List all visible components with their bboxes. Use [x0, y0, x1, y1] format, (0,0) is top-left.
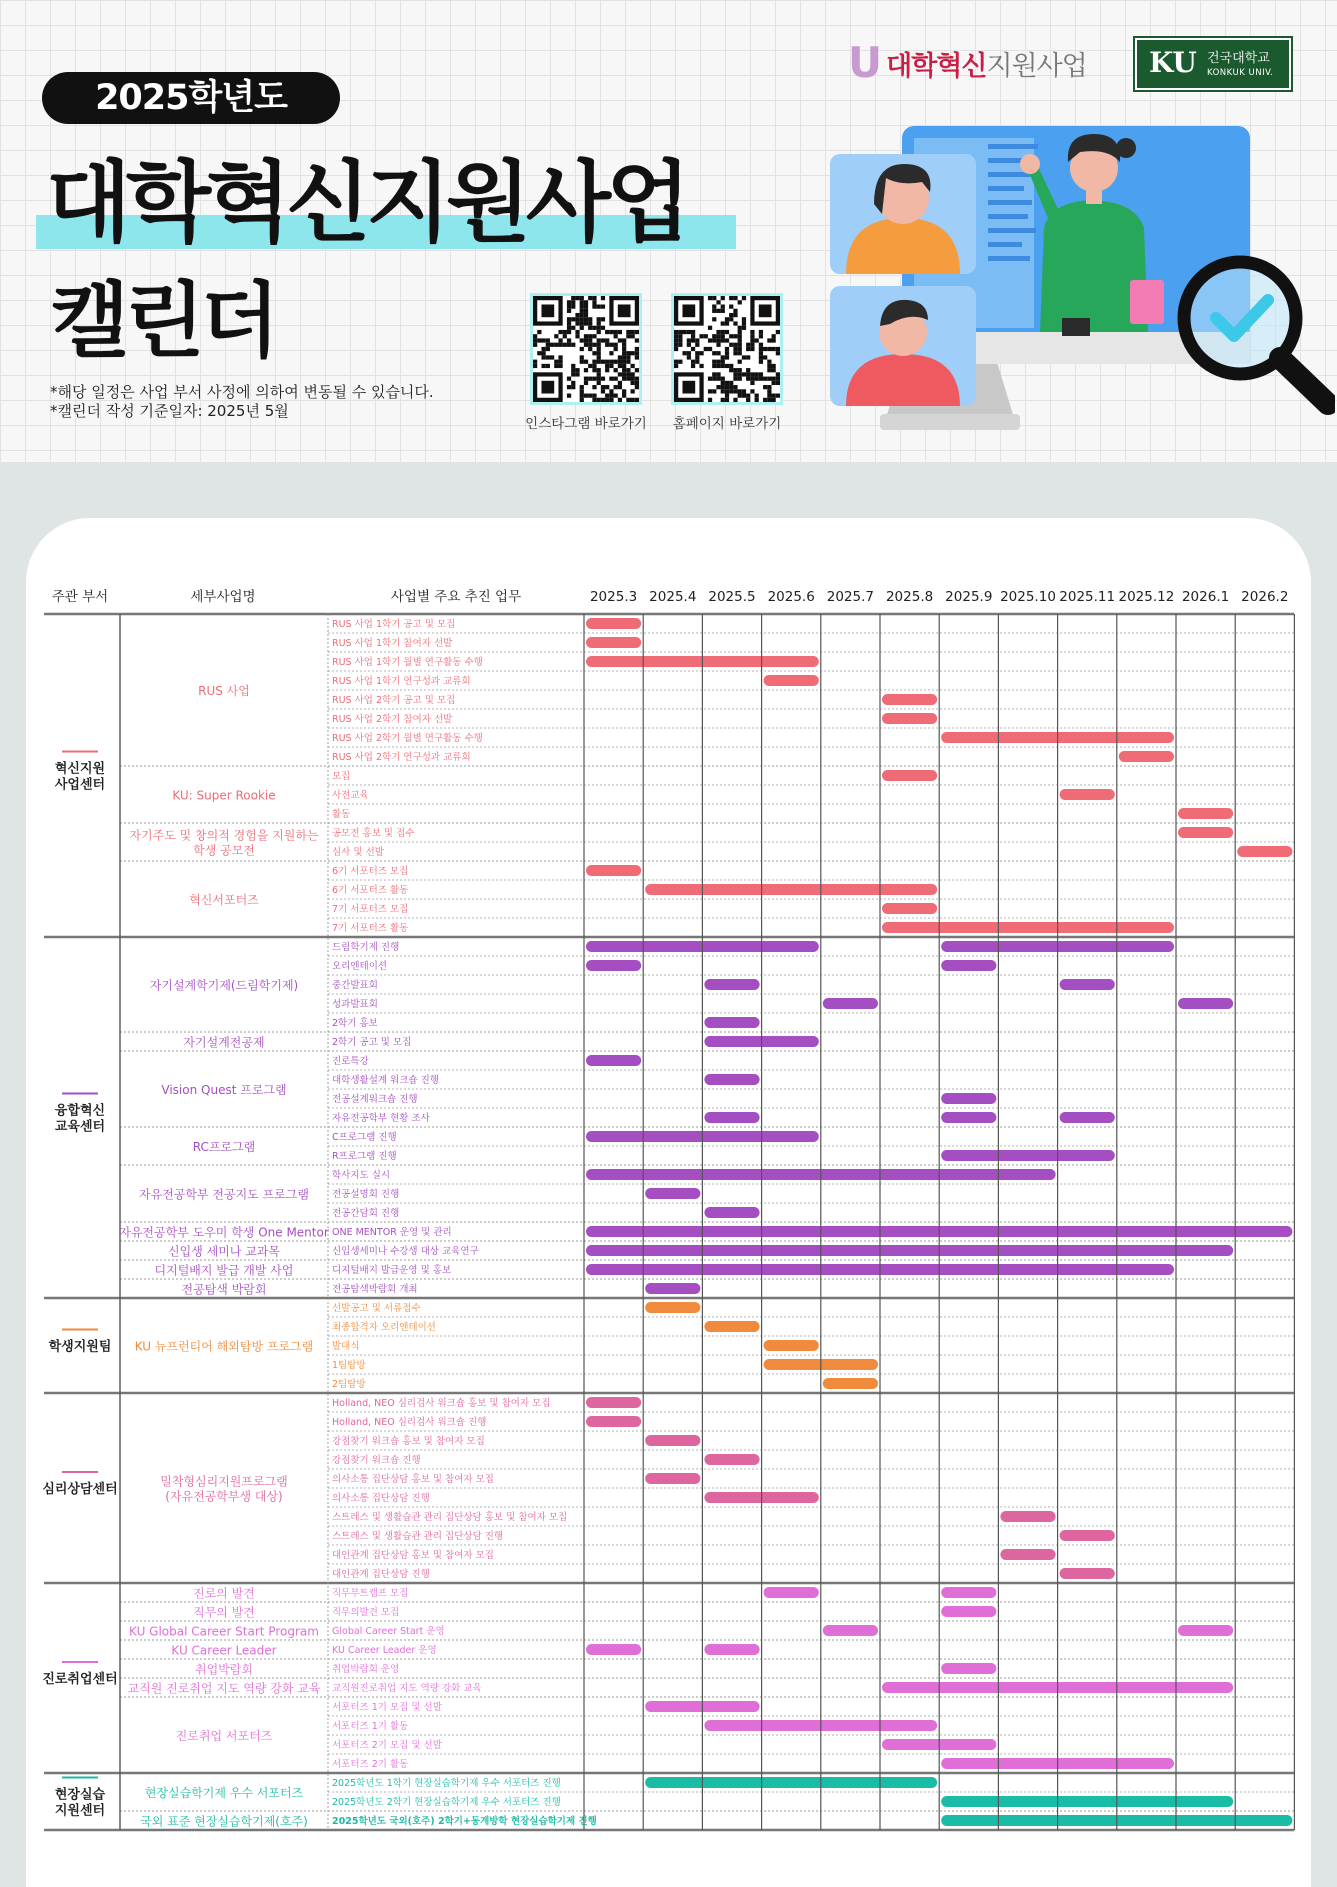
task-label: 활동: [332, 809, 351, 820]
schedule-bar: [941, 960, 996, 971]
task-label: 심사 및 선발: [332, 847, 384, 858]
task-label: 스트레스 및 생활습관 관리 집단상담 진행: [332, 1531, 504, 1542]
homepage-link-label[interactable]: 홈페이지 바로가기: [672, 416, 782, 432]
month-column-header: 2026.1: [1181, 589, 1230, 605]
task-label: Global Career Start 운영: [332, 1626, 445, 1637]
task-label: 2학기 공고 및 모집: [332, 1037, 412, 1048]
schedule-bar: [941, 1112, 996, 1123]
dept-label: 융합혁신: [54, 1103, 106, 1119]
task-label: RUS 사업 1학기 참여자 선발: [332, 638, 453, 649]
task-label: 서포터즈 2기 활동: [332, 1759, 409, 1770]
schedule-bar: [1060, 1112, 1115, 1123]
task-label: RUS 사업 2학기 참여자 선발: [332, 714, 453, 725]
task-label: 전공탐색박람회 개최: [332, 1284, 418, 1295]
schedule-bar: [941, 1606, 996, 1617]
task-label: 발대식: [332, 1341, 360, 1352]
schedule-bar: [586, 1416, 641, 1427]
schedule-bar: [704, 1017, 759, 1028]
task-label: 직무의발견 모집: [332, 1607, 400, 1618]
program-label: 자기주도 및 창의적 경험을 지원하는: [129, 828, 319, 843]
schedule-bar: [704, 1207, 759, 1218]
task-label: 대학생활설계 워크숍 진행: [332, 1075, 439, 1086]
task-label: 2025학년도 2학기 현장실습학기제 우수 서포터즈 진행: [332, 1797, 561, 1808]
task-label: 성과발표회: [332, 999, 378, 1010]
year-badge: 2025학년도: [42, 72, 340, 124]
schedule-bar: [586, 1055, 641, 1066]
task-label: 대인관계 집단상담 진행: [332, 1569, 430, 1580]
schedule-bar: [704, 1454, 759, 1465]
hero-banner: [0, 0, 1337, 462]
task-label: 신입생세미나 수강생 대상 교육연구: [332, 1246, 479, 1257]
dept-label: 심리상담센터: [42, 1482, 118, 1497]
instagram-qr-code[interactable]: [530, 293, 642, 405]
schedule-bar: [645, 1283, 700, 1294]
schedule-bar: [882, 903, 937, 914]
task-label: 1팀탐방: [332, 1360, 366, 1371]
task-label: 대인관계 집단상담 홍보 및 참여자 모집: [332, 1550, 494, 1561]
task-label: 7기 서포터즈 활동: [332, 923, 409, 934]
task-label: KU Career Leader 운영: [332, 1645, 437, 1656]
dept-label: 학생지원팀: [48, 1339, 112, 1355]
task-label: RUS 사업 2학기 월별 연구활동 수행: [332, 733, 483, 744]
task-label: 중간발표회: [332, 980, 378, 991]
dept-label: 현장실습: [54, 1787, 106, 1803]
task-label: 모집: [332, 771, 351, 782]
month-column-header: 2025.6: [767, 589, 815, 605]
schedule-bar: [704, 1074, 759, 1085]
task-label: 자유전공학부 현황 조사: [332, 1113, 430, 1124]
month-column-header: 2025.9: [945, 589, 993, 605]
schedule-bar: [586, 1245, 1233, 1256]
task-label: RUS 사업 1학기 연구성과 교류회: [332, 676, 471, 687]
program-label: KU 뉴프런티어 해외탐방 프로그램: [134, 1339, 314, 1354]
month-column-header: 2025.11: [1059, 589, 1116, 605]
schedule-bar: [1000, 1511, 1055, 1522]
schedule-bar: [704, 1644, 759, 1655]
task-label: 스트레스 및 생활습관 관리 집단상담 홍보 및 참여자 모집: [332, 1512, 568, 1523]
schedule-bar: [704, 1112, 759, 1123]
month-column-header: 2025.4: [649, 589, 697, 605]
program-label: 국외 표준 현장실습학기제(호주): [140, 1814, 308, 1829]
schedule-bar: [586, 1397, 641, 1408]
schedule-bar: [704, 979, 759, 990]
program-label: 자유전공학부 도우미 학생 One Mentor: [119, 1225, 329, 1240]
month-column-header: 2025.5: [708, 589, 756, 605]
program-label: 진로취업 서포터즈: [175, 1729, 273, 1743]
task-label: 최종합격자 오리엔테이션: [332, 1322, 436, 1333]
program-label: 디지털배지 발급 개발 사업: [154, 1263, 294, 1278]
task-label: RUS 사업 2학기 연구성과 교류회: [332, 752, 471, 763]
month-column-header: 2026.2: [1241, 589, 1289, 605]
task-label: 2학기 홍보: [332, 1018, 378, 1029]
task-label: 서포터즈 2기 모집 및 선발: [332, 1740, 442, 1751]
task-label: 7기 서포터즈 모집: [332, 904, 409, 915]
program-label: 자기설계전공제: [183, 1035, 265, 1050]
program-label: 취업박람회: [195, 1662, 253, 1677]
schedule-bar: [586, 618, 641, 629]
task-label: 서포터즈 1기 활동: [332, 1721, 409, 1732]
schedule-bar: [645, 1777, 937, 1788]
schedule-bar: [645, 1473, 700, 1484]
task-label: 오리엔테이션: [332, 961, 388, 972]
program-label: KU Global Career Start Program: [129, 1624, 319, 1639]
program-label: KU: Super Rookie: [172, 788, 276, 803]
schedule-bar: [823, 1625, 878, 1636]
schedule-bar: [882, 694, 937, 705]
schedule-bar: [823, 998, 878, 1009]
schedule-bar: [586, 865, 641, 876]
program-label: 혁신서포터즈: [189, 893, 259, 907]
schedule-bar: [941, 1150, 1115, 1161]
task-label: Holland, NEO 심리검사 워크숍 진행: [332, 1417, 487, 1428]
schedule-bar: [882, 922, 1174, 933]
schedule-bar: [645, 884, 937, 895]
program-label: 진로의 발견: [193, 1586, 255, 1601]
task-label: 2팀탐방: [332, 1379, 366, 1390]
task-label: R프로그램 진행: [332, 1151, 397, 1162]
schedule-bar: [882, 713, 937, 724]
program-label: 교직원 진로취업 지도 역량 강화 교육: [127, 1681, 321, 1696]
task-label: 2025학년도 국외(호주) 2학기+동계방학 현장실습학기제 진행: [332, 1816, 597, 1827]
schedule-bar: [586, 637, 641, 648]
program-logo-text: 대학혁신: [886, 50, 987, 82]
dept-label: 교육센터: [54, 1119, 106, 1135]
task-label: 전공설계워크숍 진행: [332, 1094, 418, 1105]
program-label: Vision Quest 프로그램: [161, 1083, 287, 1097]
schedule-bar: [645, 1435, 700, 1446]
schedule-bar: [586, 960, 641, 971]
schedule-bar: [1060, 979, 1115, 990]
page-title: 대학혁신지원사업: [46, 151, 687, 254]
schedule-bar: [1237, 846, 1292, 857]
program-label: 현장실습학기제 우수 서포터즈: [144, 1786, 304, 1800]
schedule-bar: [1060, 1568, 1115, 1579]
month-column-header: 2025.10: [1000, 589, 1056, 605]
task-label: 취업박람회 운영: [332, 1664, 400, 1675]
homepage-qr-code[interactable]: [671, 293, 783, 405]
program-label: 신입생 세미나 교과목: [168, 1244, 280, 1259]
program-label: 자기설계학기제(드림학기제): [149, 978, 299, 993]
task-label: 선발공고 및 서류접수: [332, 1303, 421, 1314]
qr-code-image: [674, 296, 780, 402]
task-label: 학사지도 실시: [332, 1170, 391, 1181]
schedule-bar: [1178, 808, 1233, 819]
task-label: 디지털배지 발급운영 및 홍보: [332, 1265, 452, 1276]
month-column-header: 2025.3: [589, 589, 638, 605]
task-label: RUS 사업 1학기 월별 연구활동 수행: [332, 657, 483, 668]
schedule-bar: [941, 1663, 996, 1674]
program-logo: [848, 40, 1087, 86]
schedule-bar: [941, 1587, 996, 1598]
schedule-bar: [1060, 1530, 1115, 1541]
university-logo: [1133, 36, 1293, 92]
month-column-header: 2025.7: [826, 589, 875, 605]
schedule-bar: [586, 1644, 641, 1655]
task-label: 6기 서포터즈 활동: [332, 885, 409, 896]
schedule-bar: [764, 675, 819, 686]
schedule-bar: [645, 1188, 700, 1199]
dept-column-header: 주관 부서: [51, 589, 109, 605]
month-column-header: 2025.8: [885, 589, 934, 605]
task-label: 전공설명회 진행: [332, 1189, 400, 1200]
program-label: 학생 공모전: [193, 843, 255, 858]
task-label: 강점찾기 워크숍 진행: [332, 1455, 421, 1466]
dept-label: 사업센터: [54, 777, 106, 793]
program-label: (자유전공학부생 대상): [165, 1489, 283, 1504]
task-label: 6기 서포터즈 모집: [332, 866, 409, 877]
schedule-bar: [704, 1321, 759, 1332]
qr-code-image: [533, 296, 639, 402]
schedule-bar: [764, 1587, 819, 1598]
schedule-bar: [645, 1302, 700, 1313]
program-label: RUS 사업: [198, 684, 250, 698]
program-label: RC프로그램: [192, 1140, 256, 1154]
schedule-bar: [882, 770, 937, 781]
task-column-header: 사업별 주요 추진 업무: [390, 589, 522, 605]
schedule-bar: [823, 1378, 878, 1389]
video-call-illustration: [830, 118, 1335, 438]
task-label: ONE MENTOR 운영 및 관리: [332, 1227, 452, 1238]
task-label: 공모전 홍보 및 접수: [332, 828, 415, 839]
task-label: 전공간담회 진행: [332, 1208, 400, 1219]
task-label: 서포터즈 1기 모집 및 선발: [332, 1702, 442, 1713]
schedule-gantt-table: [26, 518, 1311, 1887]
dept-label: 지원센터: [54, 1803, 106, 1819]
schedule-card: [26, 518, 1311, 1887]
schedule-bar: [1000, 1549, 1055, 1560]
task-label: 직무부트캠프 모집: [332, 1588, 409, 1599]
task-label: 사전교육: [332, 790, 369, 801]
notice-text: *해당 일정은 사업 부서 사정에 의하여 변동될 수 있습니다.: [50, 383, 434, 401]
program-label: 전공탐색 박람회: [181, 1282, 267, 1297]
university-name-ko: 건국대학교: [1207, 51, 1270, 66]
program-label: 자유전공학부 전공지도 프로그램: [139, 1187, 309, 1202]
university-name-en: KONKUK UNIV.: [1207, 68, 1274, 78]
task-label: 진로특강: [332, 1056, 369, 1067]
task-label: 드림학기제 진행: [332, 942, 400, 953]
schedule-bar: [1060, 789, 1115, 800]
dept-label: 진로취업센터: [42, 1672, 118, 1687]
program-logo-mark: U: [848, 38, 883, 87]
task-label: C프로그램 진행: [332, 1132, 397, 1143]
program-label: 밀착형심리지원프로그램: [160, 1474, 288, 1489]
task-label: RUS 사업 2학기 공고 및 모집: [332, 695, 456, 706]
schedule-bar: [1178, 1625, 1233, 1636]
task-label: 2025학년도 1학기 현장실습학기제 우수 서포터즈 진행: [332, 1778, 561, 1789]
schedule-bar: [941, 1796, 1233, 1807]
program-column-header: 세부사업명: [190, 589, 256, 605]
program-label: KU Career Leader: [171, 1643, 277, 1658]
task-label: Holland, NEO 심리검사 워크숍 홍보 및 참여자 모집: [332, 1398, 551, 1409]
notice-text: *캘린더 작성 기준일자: 2025년 5월: [50, 402, 289, 420]
schedule-bar: [1178, 827, 1233, 838]
task-label: 강점찾기 워크숍 홍보 및 참여자 모집: [332, 1436, 485, 1447]
schedule-bar: [764, 1340, 819, 1351]
schedule-bar: [1178, 998, 1233, 1009]
task-label: 교직원진로취업 지도 역량 강화 교육: [332, 1683, 482, 1694]
program-logo-text: 지원사업: [986, 50, 1087, 82]
instagram-link-label[interactable]: 인스타그램 바로가기: [525, 416, 647, 432]
page-subtitle: 캘린더: [50, 274, 276, 369]
schedule-bar: [1119, 751, 1174, 762]
university-logo-mark: KU: [1149, 46, 1197, 79]
month-column-header: 2025.12: [1118, 589, 1175, 605]
program-label: 직무의 발견: [193, 1605, 255, 1620]
task-label: 의사소통 집단상담 진행: [332, 1493, 430, 1504]
schedule-bar: [941, 1093, 996, 1104]
dept-label: 혁신지원: [54, 761, 106, 777]
task-label: 의사소통 집단상담 홍보 및 참여자 모집: [332, 1474, 494, 1485]
task-label: RUS 사업 1학기 공고 및 모집: [332, 619, 456, 630]
